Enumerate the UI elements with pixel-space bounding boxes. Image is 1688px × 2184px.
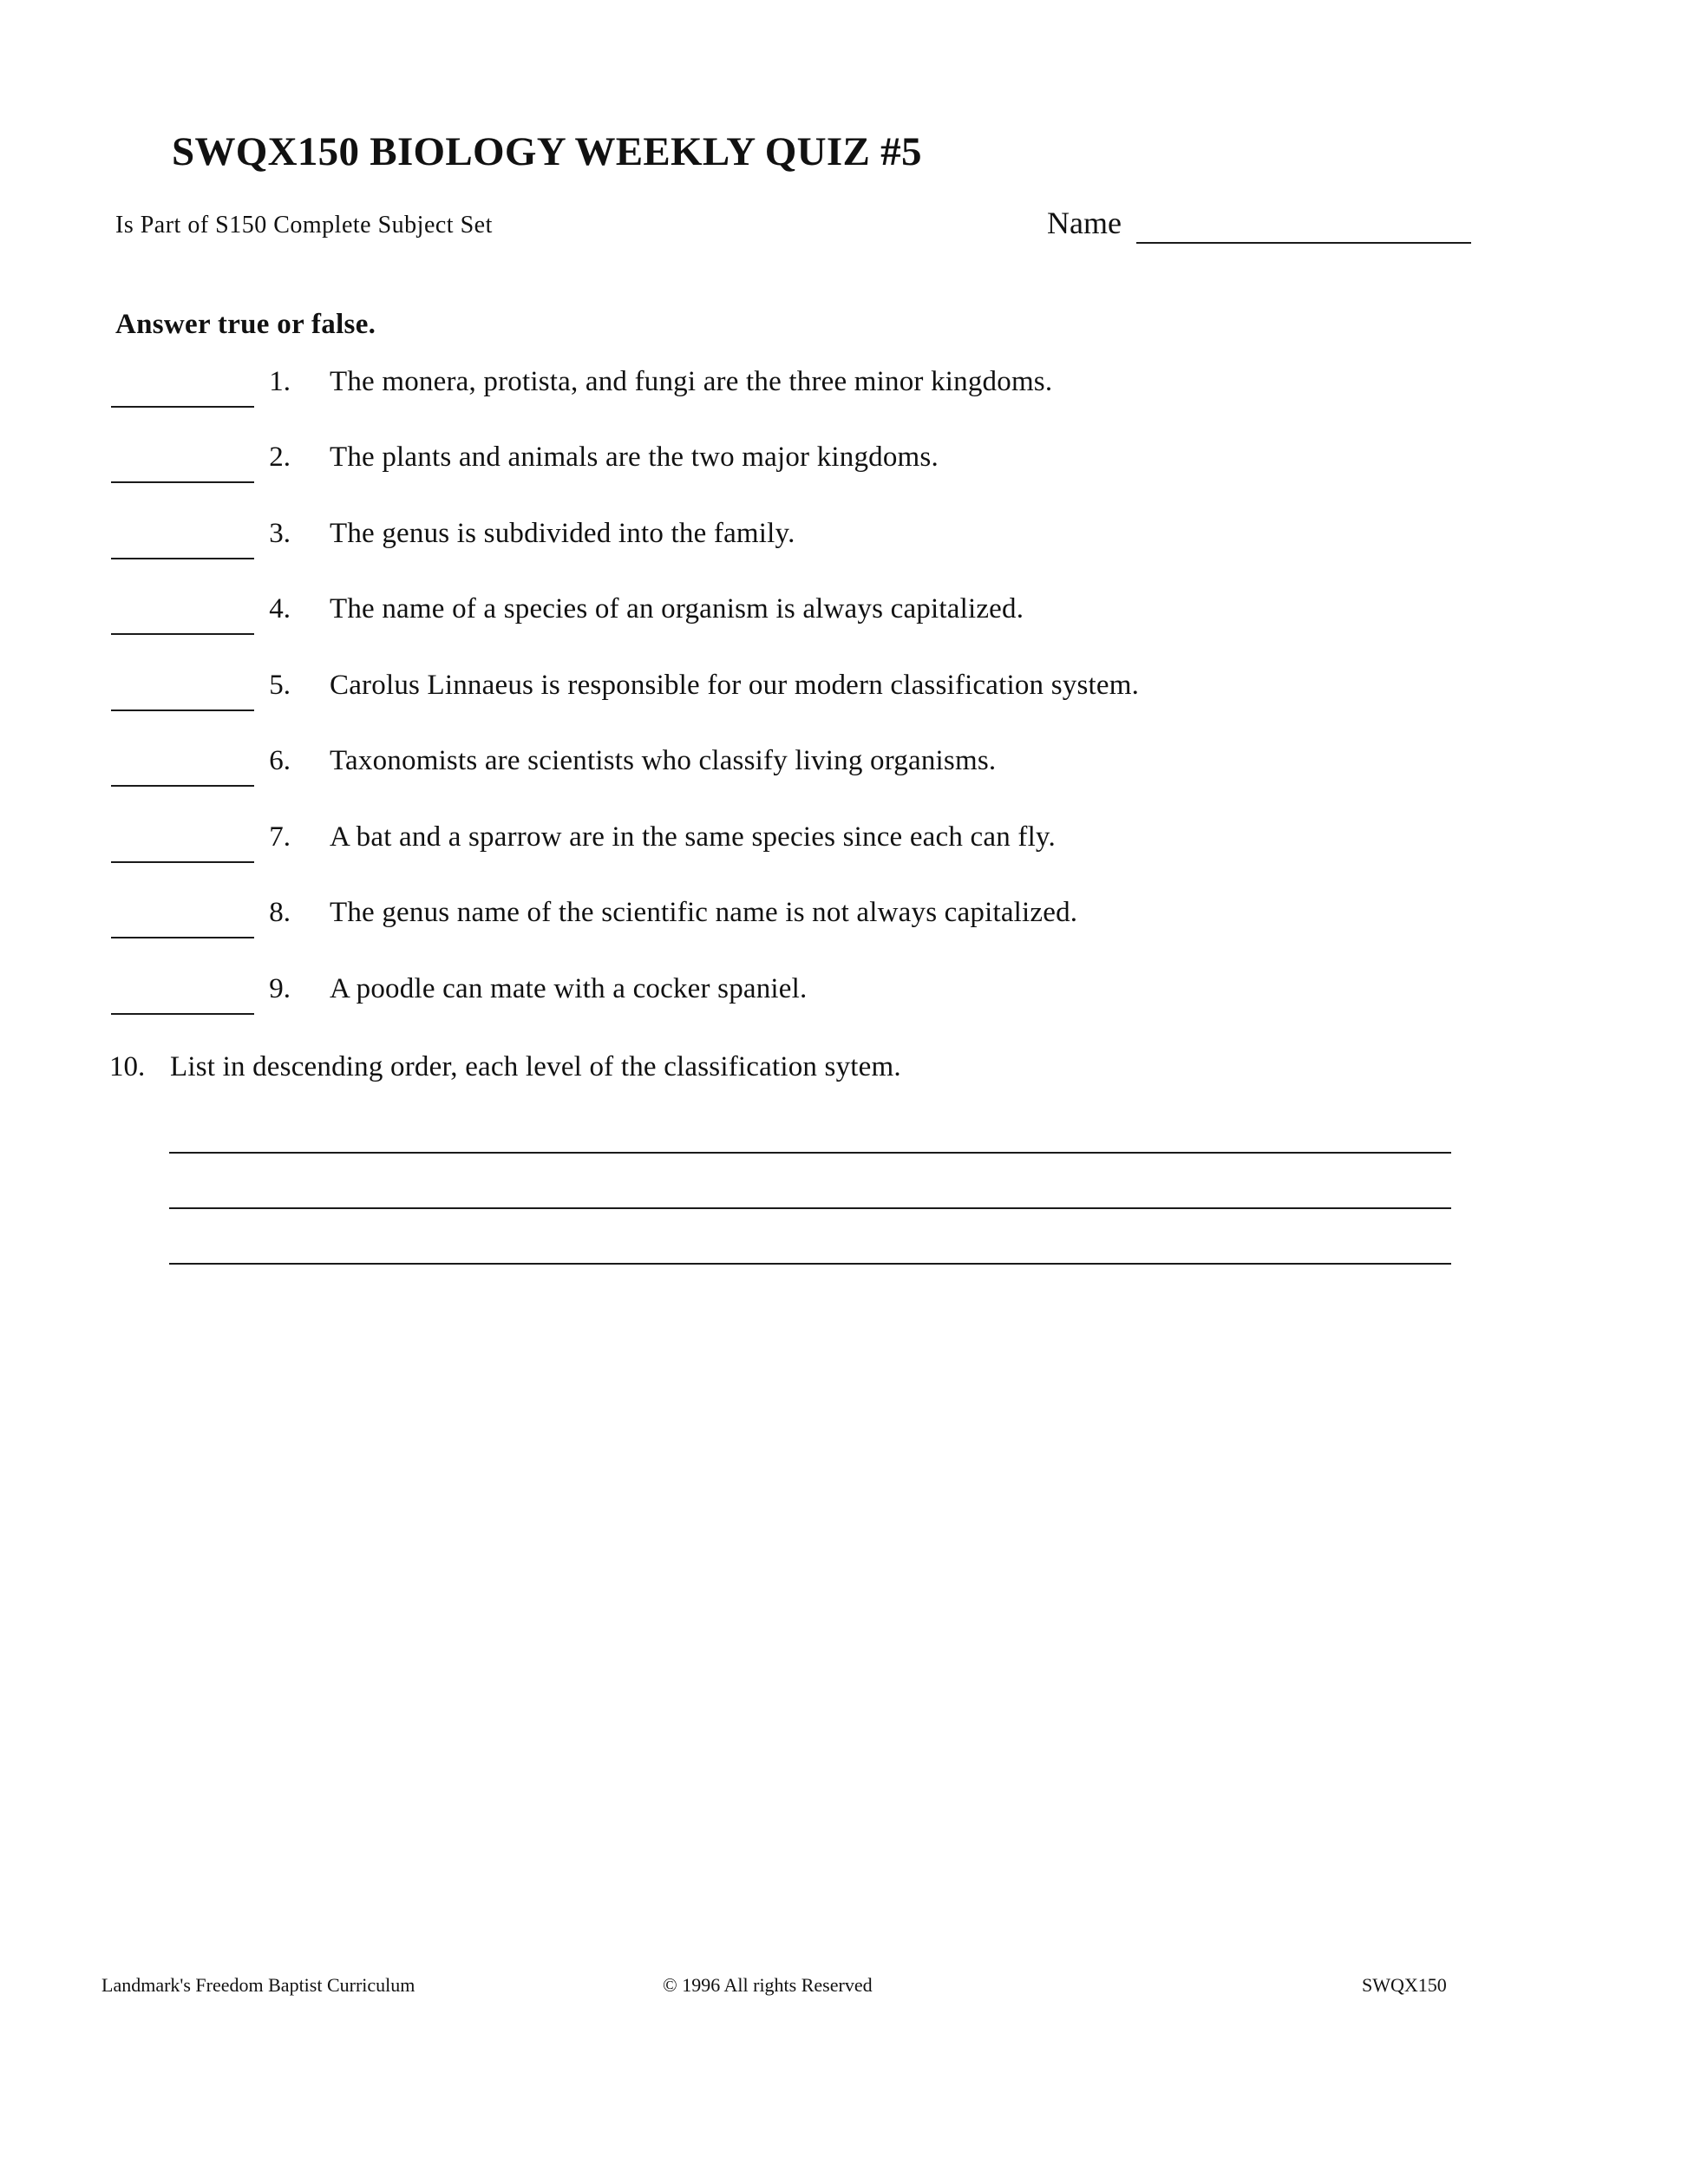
question-item <box>0 897 1688 949</box>
question-number: 1. <box>269 366 291 397</box>
question-number: 6. <box>269 745 291 776</box>
question-item <box>0 593 1688 645</box>
name-label: Name <box>1047 206 1122 240</box>
question-item <box>0 745 1688 797</box>
answer-line[interactable] <box>169 1263 1451 1265</box>
question-number: 8. <box>269 897 291 928</box>
question-text: A poodle can mate with a cocker spaniel. <box>330 973 808 1004</box>
question-item <box>0 670 1688 722</box>
answer-blank[interactable] <box>111 406 254 408</box>
question-item <box>0 973 1688 1025</box>
answer-blank[interactable] <box>111 633 254 635</box>
answer-blank[interactable] <box>111 481 254 483</box>
footer-code: SWQX150 <box>1362 1974 1447 1996</box>
answer-blank[interactable] <box>111 709 254 711</box>
question-item <box>0 821 1688 873</box>
name-field[interactable] <box>1136 242 1471 244</box>
question-text: The genus name of the scientific name is not always capitalized. <box>330 897 1078 928</box>
question-text: A bat and a sparrow are in the same species since each can fly. <box>330 821 1056 853</box>
question-number: 5. <box>269 670 291 701</box>
question-item <box>0 518 1688 570</box>
question-10-number: 10. <box>109 1051 146 1082</box>
footer-copyright: © 1996 All rights Reserved <box>663 1974 873 1996</box>
question-number: 9. <box>269 973 291 1004</box>
answer-blank[interactable] <box>111 1013 254 1015</box>
question-item <box>0 366 1688 418</box>
question-number: 4. <box>269 593 291 624</box>
question-text: Carolus Linnaeus is responsible for our modern classification system. <box>330 670 1140 701</box>
page-title: SWQX150 BIOLOGY WEEKLY QUIZ #5 <box>172 129 922 174</box>
question-item <box>0 441 1688 494</box>
footer-publisher: Landmark's Freedom Baptist Curriculum <box>101 1974 415 1996</box>
answer-blank[interactable] <box>111 937 254 938</box>
subtitle: Is Part of S150 Complete Subject Set <box>115 212 493 239</box>
answer-blank[interactable] <box>111 785 254 787</box>
question-text: The monera, protista, and fungi are the three minor kingdoms. <box>330 366 1053 397</box>
question-number: 7. <box>269 821 291 853</box>
question-number: 3. <box>269 518 291 549</box>
question-number: 2. <box>269 441 291 473</box>
answer-blank[interactable] <box>111 861 254 863</box>
answer-blank[interactable] <box>111 558 254 559</box>
question-text: The plants and animals are the two major kingdoms. <box>330 441 939 473</box>
question-text: Taxonomists are scientists who classify living organisms. <box>330 745 997 776</box>
answer-line[interactable] <box>169 1207 1451 1209</box>
question-text: The genus is subdivided into the family. <box>330 518 795 549</box>
question-10-text: List in descending order, each level of the classification sytem. <box>170 1051 901 1082</box>
instructions: Answer true or false. <box>115 309 376 340</box>
question-text: The name of a species of an organism is always capitalized. <box>330 593 1024 624</box>
answer-line[interactable] <box>169 1152 1451 1154</box>
